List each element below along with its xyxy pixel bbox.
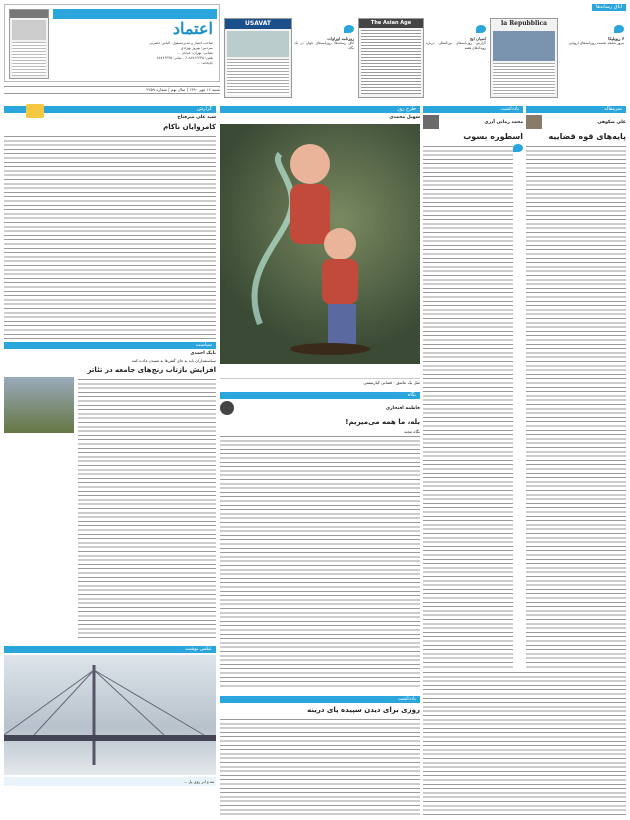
- cartoon-image: [220, 124, 420, 364]
- author-photo: [220, 401, 234, 415]
- section-tag: نگاه: [220, 392, 420, 399]
- quote-icon: [476, 25, 486, 33]
- column-editorial-continued: [423, 670, 626, 816]
- author-photo: [423, 115, 439, 129]
- logo: اعتماد: [172, 19, 213, 38]
- press-caption: لا رپوبلیکا: [608, 37, 624, 41]
- section-tag: یادداشت: [220, 696, 420, 703]
- press-summary: اتاق رسانه‌ها؛ روزنامه‌های جهان در یک نگاه: [294, 41, 354, 50]
- article-body: [4, 134, 216, 339]
- article-photo: [4, 377, 74, 433]
- article-title: کامروایان ناکام: [163, 123, 216, 131]
- article-subtitle: سیاستمداران باید به جای گفتن‌ها به شنیدن عادت کنند: [131, 358, 216, 363]
- press-name: The Asian Age: [359, 19, 423, 28]
- photo-caption: مه و ابر روی پل ...: [4, 777, 216, 786]
- press-thumb-usavat[interactable]: [224, 18, 292, 98]
- article-body: [423, 144, 513, 669]
- masthead-info-strip: [53, 9, 217, 19]
- column-cartoon: [220, 106, 420, 376]
- column-lower-note: [220, 696, 420, 816]
- press-thumb-repubblica[interactable]: [490, 18, 558, 98]
- article-body: [220, 434, 420, 689]
- quote-icon: [513, 144, 523, 152]
- section-tag: طرح روز: [220, 106, 420, 113]
- column-theatre: [4, 342, 216, 642]
- date-strip: شنبه ۱۶ مهر ۱۳۹۰ | سال نهم | شماره ۲۲۵۹: [4, 86, 220, 94]
- section-tag: سیاست: [4, 342, 216, 349]
- column-report: [4, 106, 216, 336]
- press-text: [426, 18, 486, 98]
- quote-icon: [614, 25, 624, 33]
- author-name: محمد زمانی آذری: [484, 119, 523, 125]
- article-body: [78, 377, 216, 639]
- press-tag: اتاق رسانه‌ها: [592, 4, 626, 11]
- press-caption: آسیان ایج: [469, 37, 486, 41]
- photo-note: [4, 646, 216, 816]
- article-body: [423, 670, 626, 816]
- article-title: پایه‌های قوه قضاییه: [548, 132, 626, 141]
- article-title: افزایش بازتاب رنج‌های جامعه در تئاتر: [87, 366, 216, 374]
- section-tag: گزارش: [4, 106, 216, 113]
- article-title: بله، ما همه می‌میریم!: [345, 418, 420, 426]
- article-title: اسطوره بسوب: [463, 132, 523, 141]
- cartoon-caption: [220, 378, 420, 388]
- press-thumb-asian-age[interactable]: [358, 18, 424, 98]
- info-line: صاحب امتیاز و مدیرمسئول: الیاس حضرتی: [149, 41, 213, 45]
- masthead-info: [53, 41, 213, 66]
- author-photo: [526, 115, 542, 129]
- column-decoration-icon: [26, 104, 44, 118]
- genie-cartoon-icon: [220, 124, 420, 364]
- author-name: علی شکوهی: [597, 119, 626, 125]
- article-title: روزی برای دیدن سپیده پای درینه: [307, 706, 420, 714]
- section-tag: سرمقاله: [526, 106, 626, 113]
- info-line: نشانی: تهران، خیابان ...: [177, 51, 213, 55]
- press-review: [224, 4, 626, 104]
- info-line: تلفن: ۸۸۷۶۶۴۳۵-۶ - نمابر: ۸۸۷۶۶۴۳۵: [156, 56, 213, 60]
- section-tag: عکس نوشت: [4, 646, 216, 653]
- column-note: [423, 106, 523, 666]
- masthead-logo-block: [4, 4, 220, 82]
- info-line: سردبیر: بهروز بهزادی: [180, 46, 213, 50]
- article-body: [526, 144, 626, 674]
- info-line: چاپخانه: ...: [196, 61, 213, 65]
- press-summary: مرور صفحه نخست روزنامه‌های اروپایی: [568, 41, 624, 46]
- bridge-icon: [4, 655, 216, 775]
- column-opinion: [220, 392, 420, 692]
- press-summary: گزارش روزنامه‌های بین‌المللی درباره رویدادهای هفته: [426, 41, 486, 50]
- column-editorial: [526, 106, 626, 666]
- author-name: بابک احمدی: [190, 351, 216, 356]
- caption-text: مثل یک عاشق - قصابی کیارستمی: [363, 380, 420, 385]
- author-name: فاطمه افتخاری: [385, 405, 420, 411]
- author-name: سید علی میرفتاح: [177, 115, 216, 120]
- press-caption: روزنامه اوزاوات: [327, 37, 354, 41]
- quote-icon: [344, 25, 354, 33]
- front-page-thumbnail: [9, 9, 49, 79]
- bridge-photo: [4, 655, 216, 775]
- author-name: سهیل محمدی: [389, 115, 420, 120]
- caption-text: نگاه مجید: [404, 429, 420, 434]
- section-tag: یادداشت: [423, 106, 523, 113]
- press-text: [294, 18, 354, 98]
- press-text: [560, 18, 624, 98]
- press-name: la Repubblica: [500, 20, 548, 27]
- article-body: [220, 717, 420, 815]
- press-name: USAVAT: [225, 19, 291, 29]
